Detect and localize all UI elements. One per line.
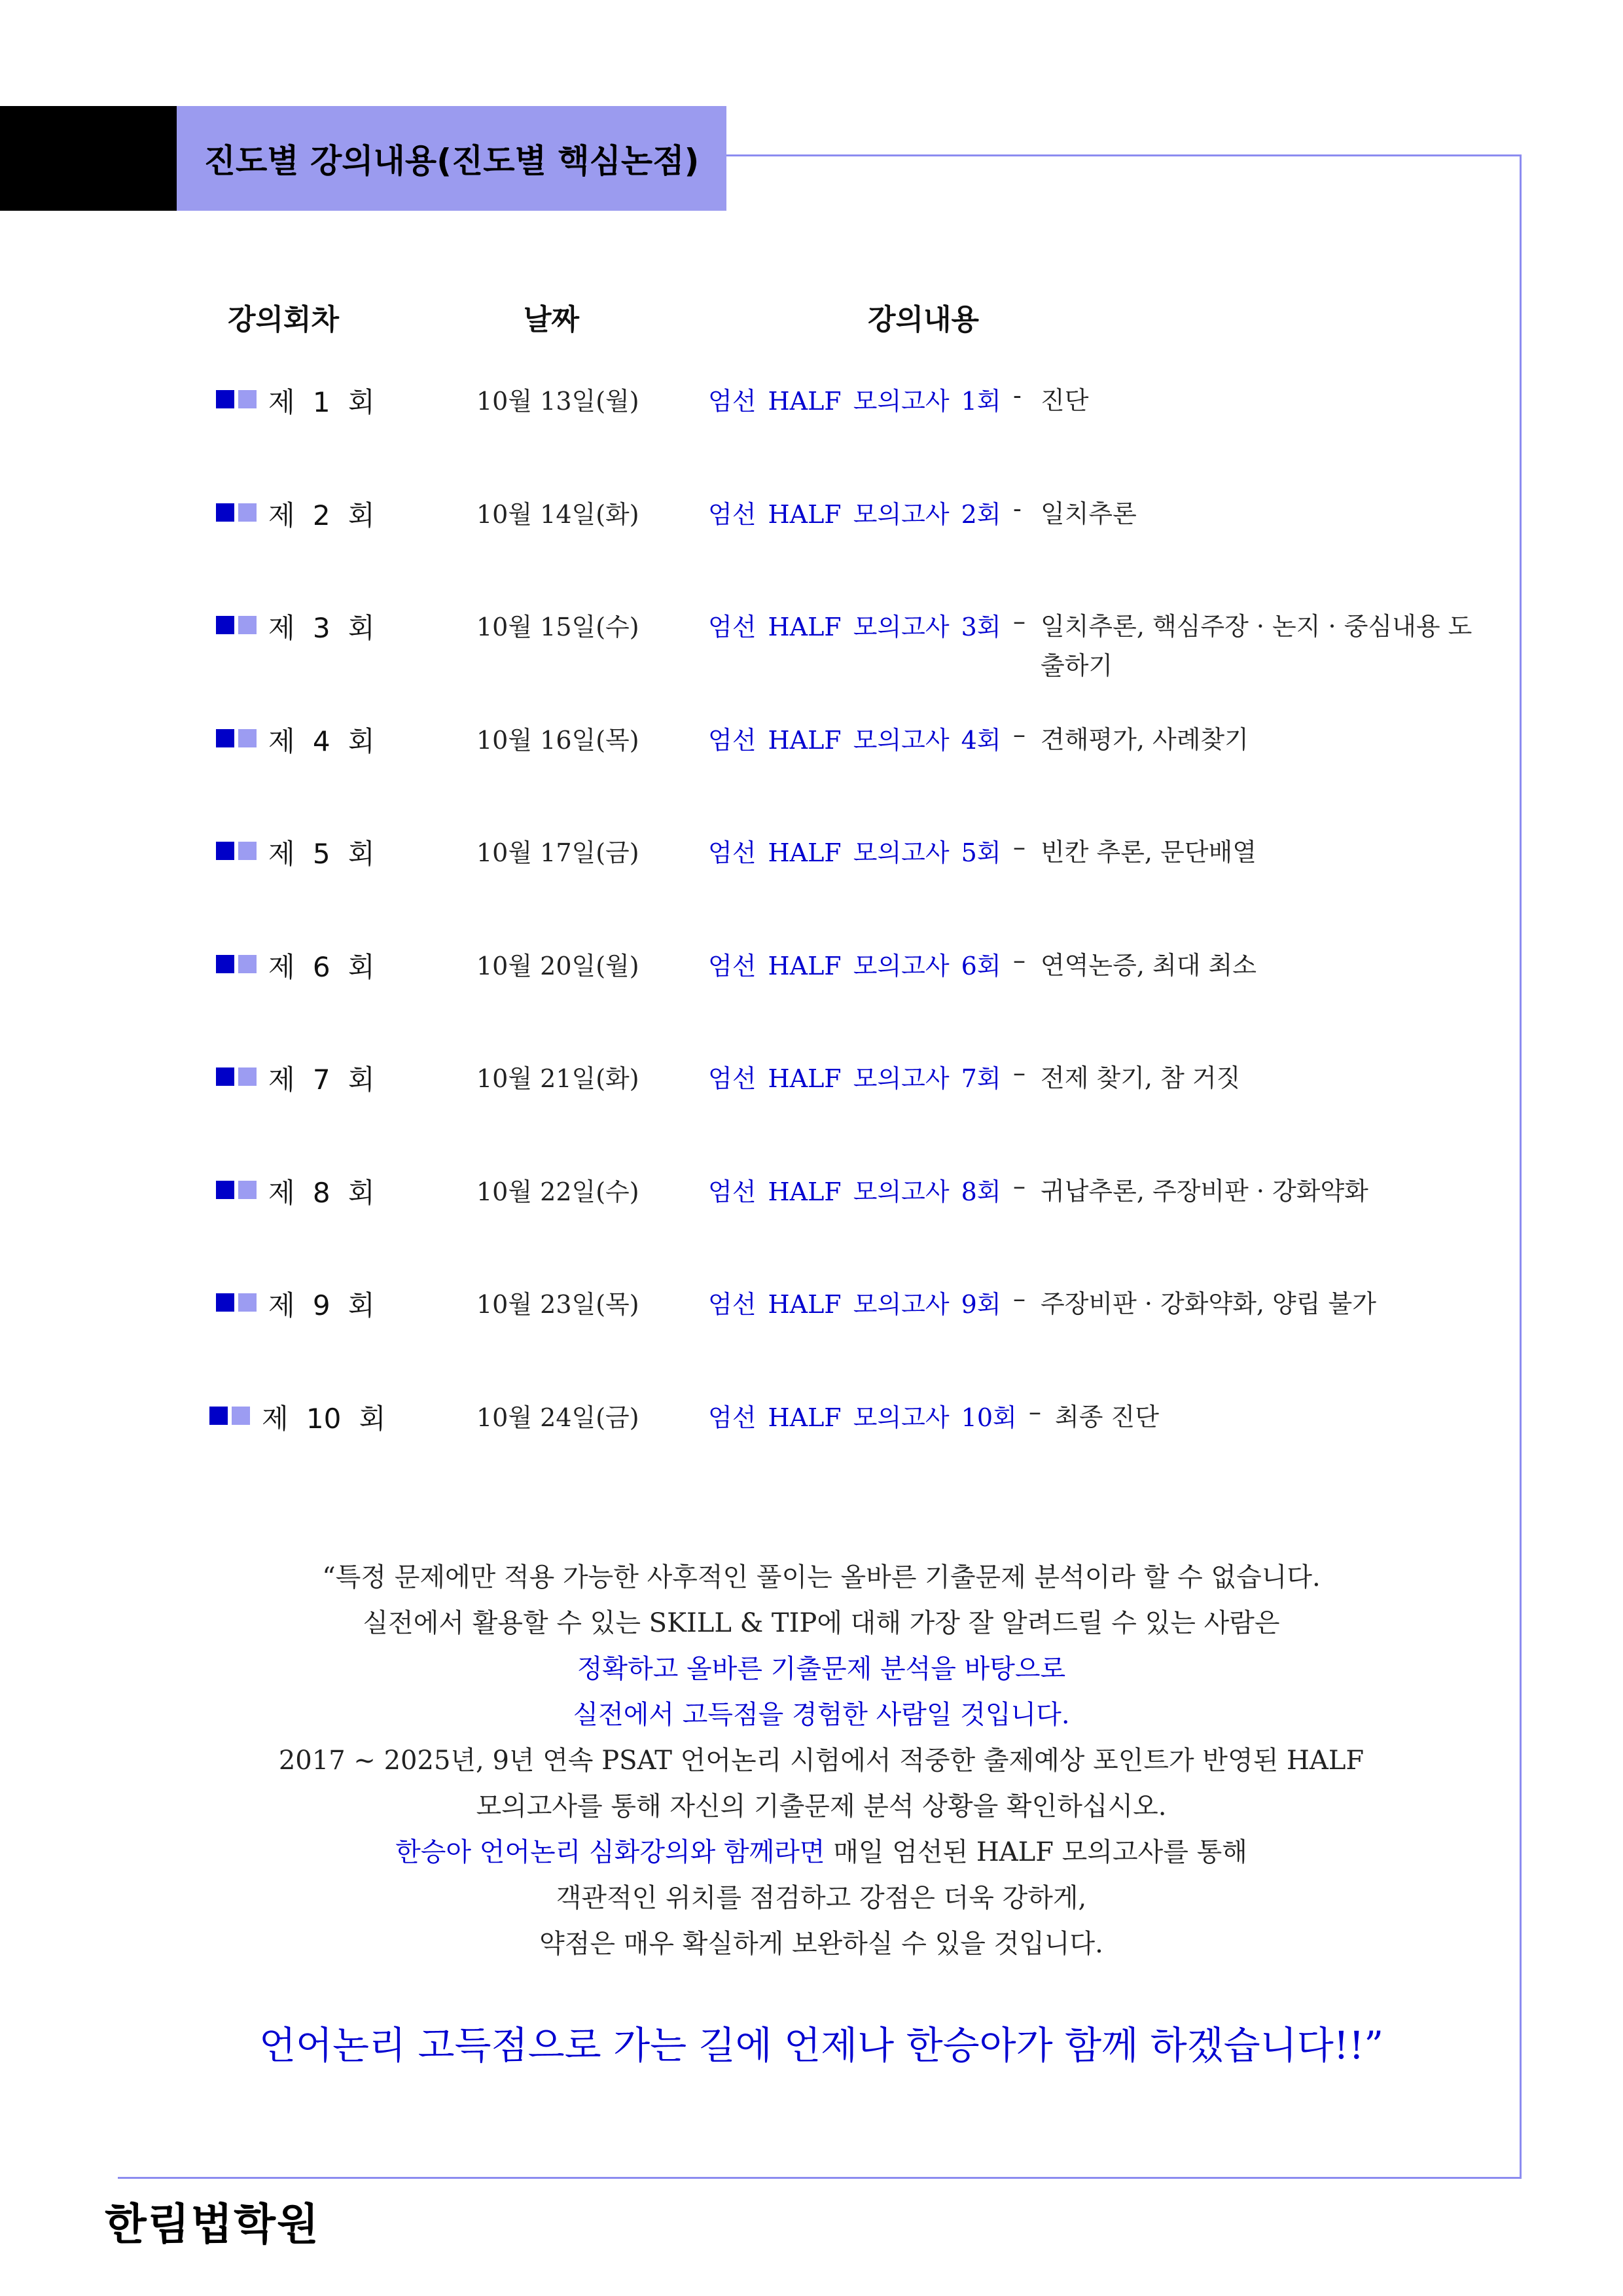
row-topic: 엄선 HALF 모의고사 10회 [708, 1403, 1017, 1432]
row-round: 제 10 회 [262, 1403, 386, 1435]
row-separator: – [1013, 1172, 1026, 1200]
frame-right-border [1520, 154, 1522, 2177]
quote-line: 2017 ~ 2025년, 9년 연속 PSAT 언어논리 시험에서 적중한 출제예상 포인트가 반영된 HALF [278, 1746, 1364, 1776]
row-separator: – [1029, 1397, 1041, 1426]
column-header-date: 날짜 [524, 303, 580, 336]
frame-bottom-border [118, 2177, 1522, 2179]
row-description: 귀납추론, 주장비판 · 강화약화 [1041, 1177, 1368, 1206]
row-separator: - [1013, 494, 1022, 523]
quote-line [131, 1831, 1512, 1869]
row-topic: 엄선 HALF 모의고사 7회 [708, 1064, 1001, 1093]
row-topic: 엄선 HALF 모의고사 9회 [708, 1290, 1001, 1319]
row-round: 제 9 회 [268, 1289, 375, 1321]
schedule-row [0, 720, 1520, 798]
row-separator: – [1013, 607, 1026, 636]
quote-line: 객관적인 위치를 점검하고 강점은 더욱 강하게, [556, 1883, 1087, 1913]
row-topic: 엄선 HALF 모의고사 3회 [708, 613, 1001, 641]
quote-line: 모의고사를 통해 자신의 기출문제 분석 상황을 확인하십시오. [476, 1791, 1167, 1821]
row-round: 제 3 회 [268, 612, 375, 644]
section-title: 진도별 강의내용(진도별 핵심논점) [204, 142, 700, 180]
quote-line-highlight: 정확하고 올바른 기출문제 분석을 바탕으로 [577, 1654, 1066, 1684]
row-date: 10월 23일(목) [476, 1290, 639, 1319]
quote-line: “특정 문제에만 적용 가능한 사후적인 풀이는 올바른 기출문제 분석이라 할 수 없습니다. [322, 1562, 1321, 1592]
row-round: 제 4 회 [268, 725, 375, 757]
row-date: 10월 15일(수) [476, 613, 639, 641]
row-date: 10월 13일(월) [476, 387, 639, 416]
row-date: 10월 20일(월) [476, 952, 639, 980]
row-date: 10월 17일(금) [476, 838, 639, 867]
schedule-row [0, 381, 1520, 459]
row-separator: – [1013, 720, 1026, 749]
row-topic: 엄선 HALF 모의고사 5회 [708, 838, 1001, 867]
schedule-row [0, 833, 1520, 911]
row-separator: – [1013, 1058, 1026, 1087]
bullet-icon [216, 616, 258, 636]
row-date: 10월 14일(화) [476, 500, 639, 529]
quote-line: 약점은 매우 확실하게 보완하실 수 있을 것입니다. [539, 1929, 1103, 1959]
schedule-row [0, 1058, 1520, 1137]
header-black-block [0, 106, 177, 211]
bullet-icon [216, 955, 258, 975]
bullet-icon [216, 729, 258, 749]
row-date: 10월 16일(목) [476, 726, 639, 755]
bullet-icon [216, 1067, 258, 1087]
row-date: 10월 21일(화) [476, 1064, 639, 1093]
row-description: 최종 진단 [1055, 1403, 1159, 1431]
row-description: 주장비판 · 강화약화, 양립 불가 [1041, 1289, 1376, 1318]
schedule-row [0, 607, 1520, 685]
row-topic: 엄선 HALF 모의고사 2회 [708, 500, 1001, 529]
quote-highlight: 한승아 언어논리 심화강의와 함께라면 [395, 1837, 825, 1867]
brand-logo: 한림법학원 [105, 2199, 320, 2250]
bullet-icon [216, 390, 258, 410]
bullet-icon [216, 503, 258, 523]
quote-line-highlight: 실전에서 고득점을 경험한 사람일 것입니다. [573, 1700, 1070, 1730]
row-topic: 엄선 HALF 모의고사 8회 [708, 1177, 1001, 1206]
row-topic: 엄선 HALF 모의고사 6회 [708, 952, 1001, 980]
bullet-icon [216, 1181, 258, 1200]
closing-slogan: 언어논리 고득점으로 가는 길에 언제나 한승아가 함께 하겠습니다!!” [259, 2023, 1384, 2068]
row-round: 제 2 회 [268, 499, 375, 531]
row-description: 견해평가, 사례찾기 [1041, 725, 1249, 754]
section-title-box [177, 106, 726, 211]
row-description: 연역논증, 최대 최소 [1041, 951, 1257, 980]
row-separator: – [1013, 833, 1026, 861]
row-round: 제 5 회 [268, 838, 375, 870]
row-separator: - [1013, 381, 1022, 410]
row-description: 전제 찾기, 참 거짓 [1041, 1064, 1241, 1092]
quote-line: 실전에서 활용할 수 있는 SKILL & TIP에 대해 가장 잘 알려드릴 수 있는 사람은 [363, 1608, 1280, 1638]
bullet-icon [216, 842, 258, 861]
row-topic: 엄선 HALF 모의고사 1회 [708, 387, 1001, 416]
schedule-row [0, 1172, 1520, 1250]
quote-text: 매일 엄선된 HALF 모의고사를 통해 [825, 1837, 1247, 1867]
row-topic: 엄선 HALF 모의고사 4회 [708, 726, 1001, 755]
row-date: 10월 22일(수) [476, 1177, 639, 1206]
column-header-round: 강의회차 [228, 303, 340, 336]
column-header-content: 강의내용 [868, 303, 980, 336]
row-description: 진단 [1041, 386, 1089, 415]
row-description: 빈칸 추론, 문단배열 [1041, 838, 1257, 867]
row-date: 10월 24일(금) [476, 1403, 639, 1432]
frame-top-border [726, 154, 1520, 156]
row-description: 일치추론, 핵심주장 · 논지 · 중심내용 도출하기 [1041, 612, 1472, 680]
schedule-row [0, 1284, 1520, 1363]
schedule-row [0, 946, 1520, 1024]
row-separator: – [1013, 1284, 1026, 1313]
row-description: 일치추론 [1041, 499, 1137, 528]
schedule-row [0, 494, 1520, 573]
schedule-row [0, 1397, 1520, 1476]
row-separator: – [1013, 946, 1026, 975]
row-round: 제 7 회 [268, 1064, 375, 1096]
row-round: 제 8 회 [268, 1177, 375, 1209]
bullet-icon [216, 1293, 258, 1313]
row-round: 제 6 회 [268, 951, 375, 983]
row-round: 제 1 회 [268, 386, 375, 418]
bullet-icon [209, 1407, 251, 1426]
